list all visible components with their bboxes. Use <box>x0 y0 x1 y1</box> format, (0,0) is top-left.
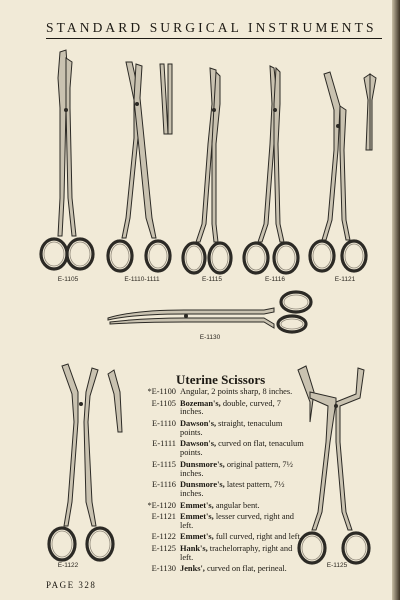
caption-e1116: E-1116 <box>265 276 285 283</box>
catalog-detail: straight, tenaculum points. <box>180 418 283 437</box>
catalog-entry <box>126 461 304 479</box>
catalog-name: Emmet's, <box>180 500 214 510</box>
catalog-entry <box>126 420 304 438</box>
caption-e1115: E-1115 <box>202 276 222 283</box>
catalog-entry <box>126 565 304 574</box>
catalog-detail: original pattern, 7½ inches. <box>180 459 293 478</box>
catalog-code: E-1105 <box>151 398 176 408</box>
instrument-e1116-illustration <box>240 64 306 280</box>
caption-e1125: E-1125 <box>326 562 348 569</box>
catalog-code: E-1111 <box>152 439 176 449</box>
catalog-entry <box>126 533 304 542</box>
catalog-entry <box>126 481 304 499</box>
instrument-e1125-illustration <box>296 362 382 568</box>
caption-e1105: E-1105 <box>57 276 79 283</box>
catalog-description <box>180 533 304 542</box>
catalog-detail: Angular, 2 points sharp, 8 inches. <box>180 387 293 396</box>
instrument-e1121-illustration <box>306 70 380 280</box>
catalog-detail: curved on flat, tenaculum points. <box>180 439 304 458</box>
catalog-entry <box>126 388 304 397</box>
catalog-description <box>180 461 304 479</box>
catalog-description <box>180 481 304 499</box>
catalog-entry <box>126 502 304 511</box>
instrument-e1130-illustration <box>104 288 318 334</box>
page-header: STANDARD SURGICAL INSTRUMENTS <box>46 20 382 39</box>
caption-e1130: E-1130 <box>199 334 221 341</box>
catalog-entry <box>126 400 304 418</box>
catalog-name: Emmet's, <box>180 532 214 542</box>
catalog-code: *E-1120 <box>147 500 176 510</box>
catalog-code: E-1121 <box>151 512 176 522</box>
catalog-list <box>126 388 304 577</box>
catalog-name: Jenks', <box>180 564 205 574</box>
caption-e1110-1111: E-1110-1111 <box>124 276 160 283</box>
catalog-entry <box>126 545 304 563</box>
catalog-description <box>180 400 304 418</box>
catalog-description <box>180 513 304 531</box>
catalog-code: E-1130 <box>151 564 176 574</box>
catalog-code: E-1115 <box>151 459 176 469</box>
book-gutter <box>392 0 400 600</box>
catalog-detail: double, curved, 7 inches. <box>180 398 281 417</box>
catalog-entry <box>126 513 304 531</box>
catalog-detail: latest pattern, 7½ inches. <box>180 480 285 499</box>
page-number: PAGE 328 <box>46 580 97 590</box>
catalog-code: E-1116 <box>151 480 176 490</box>
catalog-name: Hank's, <box>180 543 208 553</box>
catalog-detail: full curved, right and left. <box>213 532 302 542</box>
catalog-entry <box>126 440 304 458</box>
catalog-code: E-1125 <box>151 543 176 553</box>
instrument-e1122-illustration <box>42 362 130 568</box>
catalog-detail: curved on flat, perineal. <box>204 564 287 574</box>
instrument-e1115-illustration <box>180 64 238 280</box>
section-title: Uterine Scissors <box>176 372 266 387</box>
catalog-description <box>180 388 304 397</box>
catalog-detail: trachelorraphy, right and left. <box>180 543 293 562</box>
catalog-code: E-1110 <box>151 418 176 428</box>
catalog-detail: angular bent. <box>213 500 260 510</box>
catalog-name: Dunsmore's, <box>180 480 225 490</box>
instrument-e1105-illustration <box>36 48 102 280</box>
catalog-name: Bozeman's, <box>180 398 221 408</box>
catalog-code: E-1122 <box>151 532 176 542</box>
catalog-name: Dunsmore's, <box>180 459 225 469</box>
catalog-description <box>180 502 304 511</box>
catalog-name: Dawson's, <box>180 439 217 449</box>
caption-e1121: E-1121 <box>334 276 356 283</box>
catalog-name: Dawson's, <box>180 418 217 428</box>
catalog-description <box>180 440 304 458</box>
catalog-description <box>180 420 304 438</box>
catalog-description <box>180 545 304 563</box>
instrument-e1110-1111-illustration <box>102 58 182 280</box>
catalog-detail: lesser curved, right and left. <box>180 512 294 530</box>
catalog-name: Emmet's, <box>180 512 214 522</box>
catalog-code: *E-1100 <box>147 387 176 396</box>
caption-e1122: E-1122 <box>57 562 79 569</box>
catalog-description <box>180 565 304 574</box>
